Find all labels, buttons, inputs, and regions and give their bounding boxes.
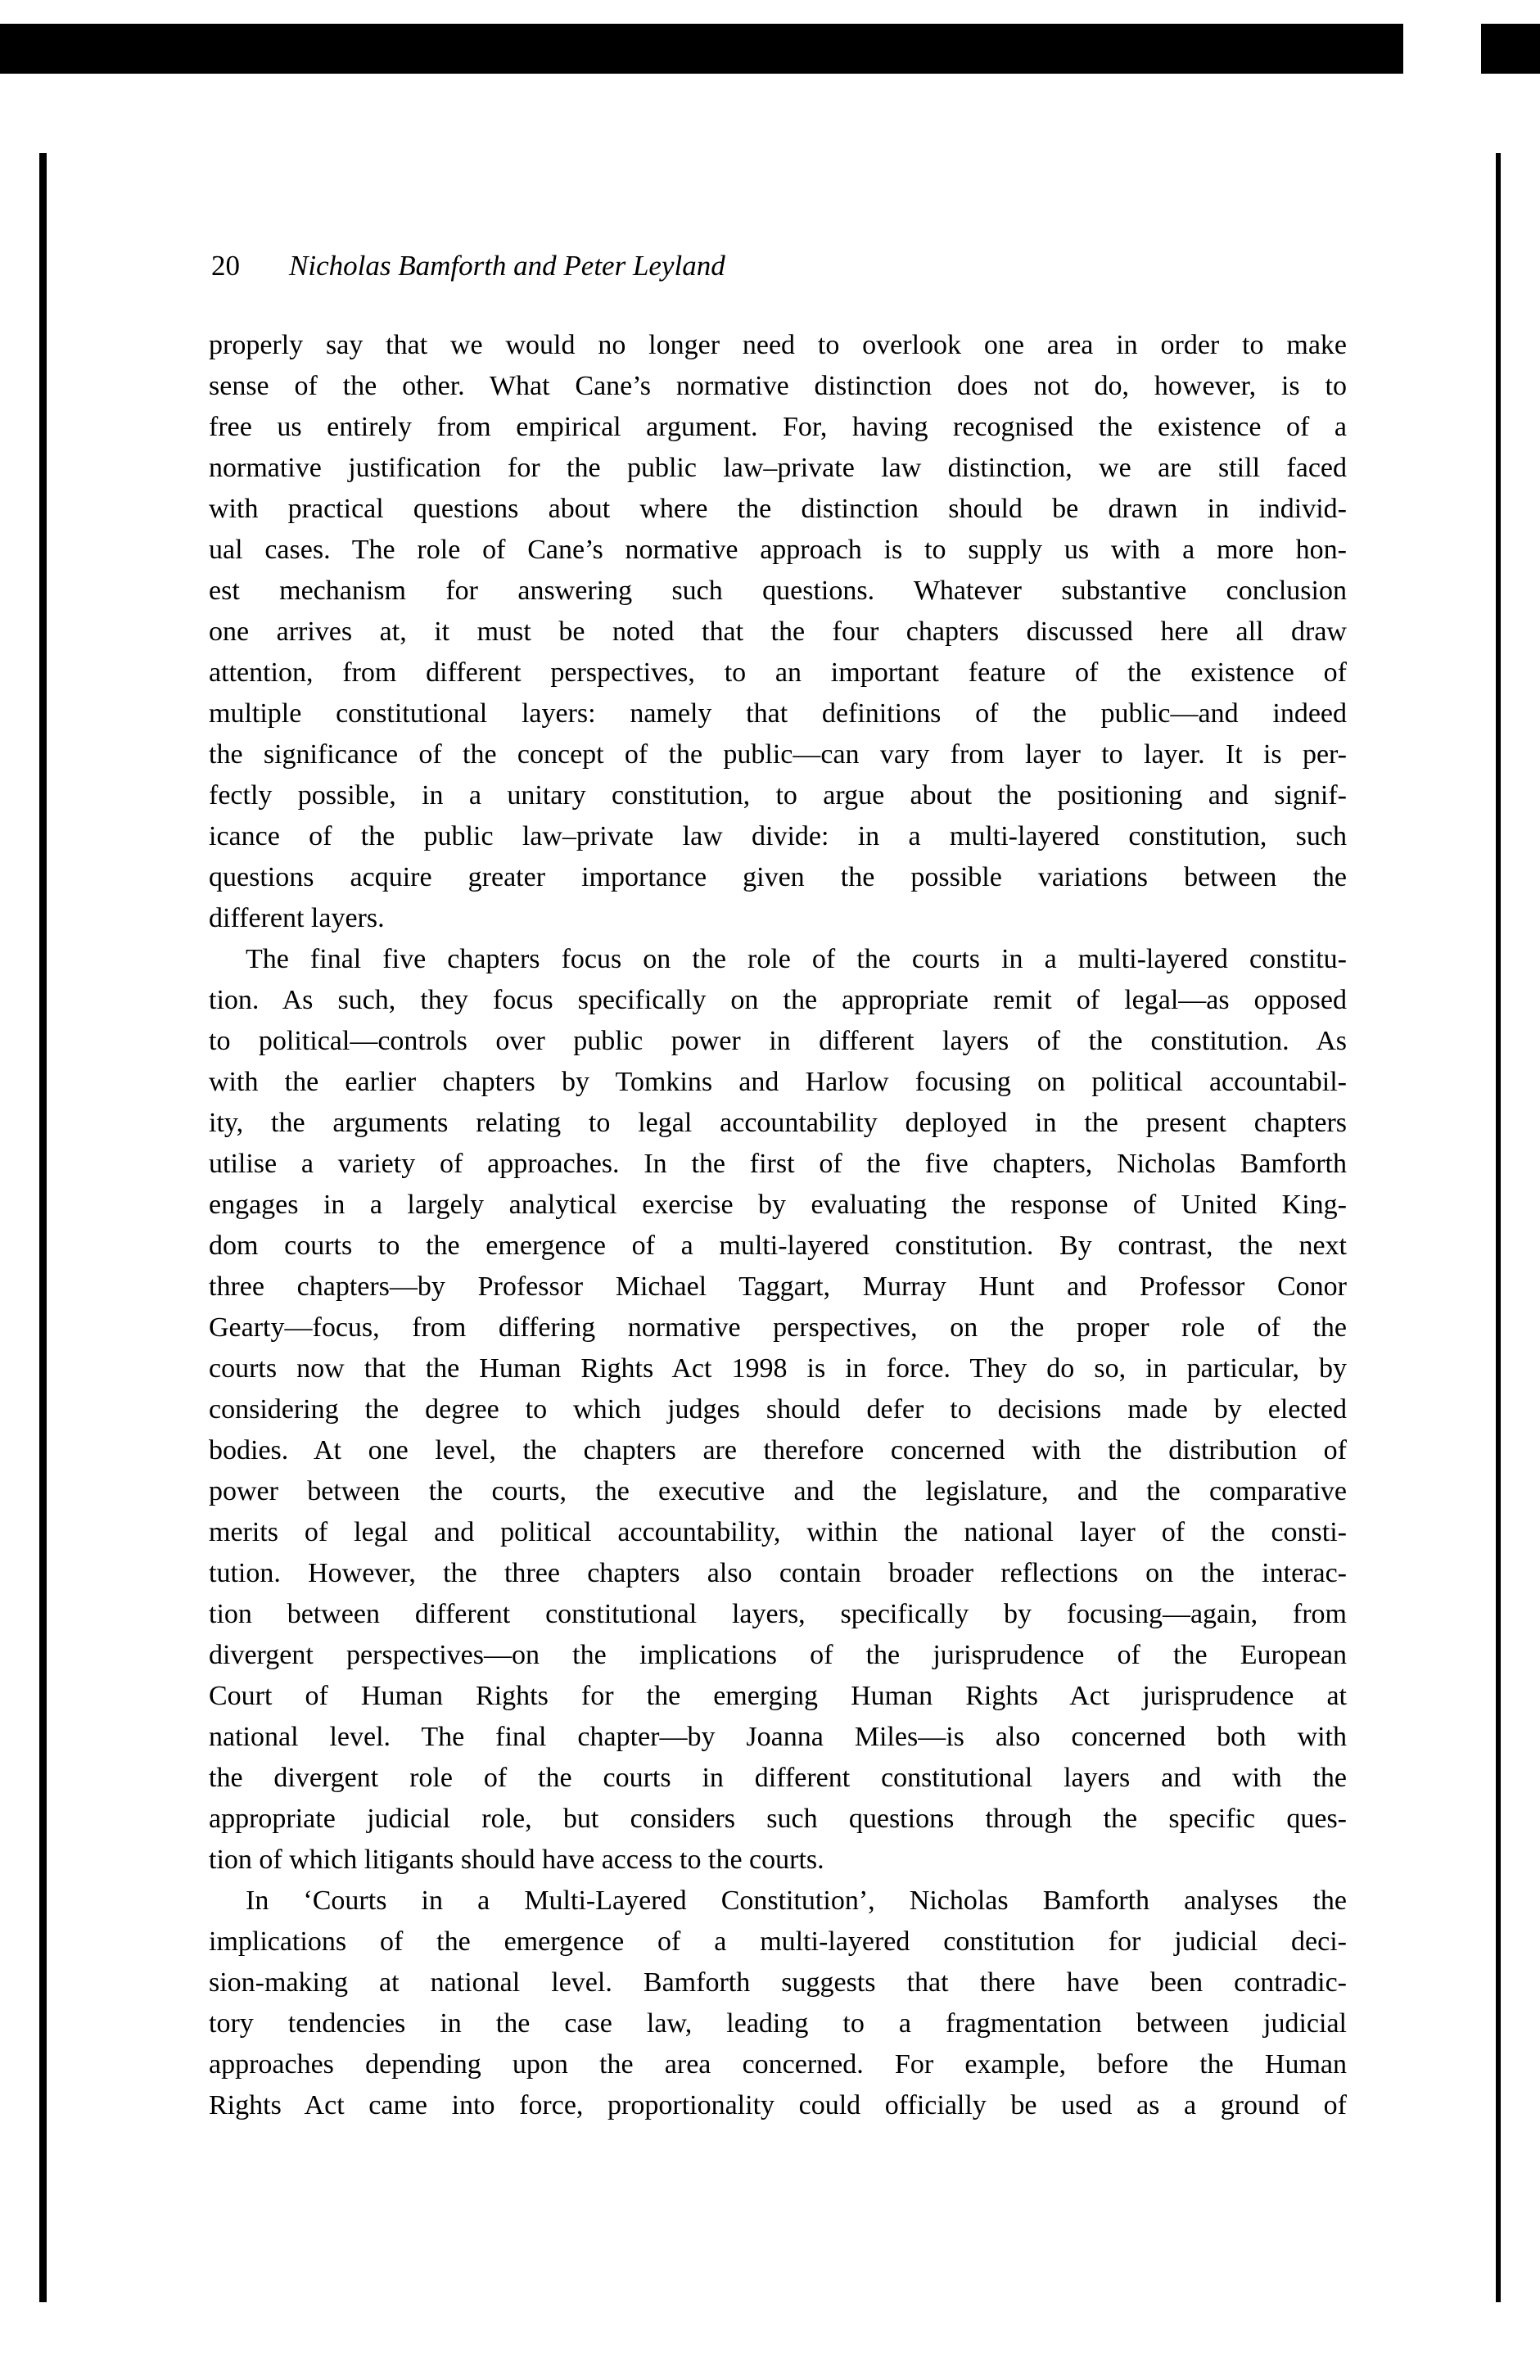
text-line: sense of the other. What Cane’s normative distinction does not do, however, is to xyxy=(209,371,1347,401)
text-line: questions acquire greater importance given the possible variations between the xyxy=(209,862,1347,892)
text-line: fectly possible, in a unitary constitution, to argue about the positioning and signif- xyxy=(209,780,1347,811)
text-line: national level. The final chapter—by Joanna Miles—is also concerned both with xyxy=(209,1722,1347,1752)
text-line: tion between different constitutional layers, specifically by focusing—again, from xyxy=(209,1599,1347,1629)
text-line: Rights Act came into force, proportionality could officially be used as a ground of xyxy=(209,2090,1347,2120)
text-line: one arrives at, it must be noted that the four chapters discussed here all draw xyxy=(209,616,1347,647)
running-header xyxy=(211,246,725,287)
text-line: engages in a largely analytical exercise by evaluating the response of United King- xyxy=(209,1190,1347,1220)
text-line: In ‘Courts in a Multi-Layered Constitution’, Nicholas Bamforth analyses the xyxy=(246,1885,1347,1916)
text-line: the divergent role of the courts in different constitutional layers and with the xyxy=(209,1763,1347,1793)
text-line: with practical questions about where the distinction should be drawn in individ- xyxy=(209,494,1347,524)
text-line: icance of the public law–private law divide: in a multi-layered constitution, such xyxy=(209,821,1347,851)
text-line: the significance of the concept of the public—can vary from layer to layer. It is per- xyxy=(209,739,1347,770)
text-line: different layers. xyxy=(209,903,385,933)
scan-artifact-top-bar-right xyxy=(1481,24,1540,74)
text-line: multiple constitutional layers: namely that definitions of the public—and indeed xyxy=(209,698,1347,729)
text-line: merits of legal and political accountability, within the national layer of the consti- xyxy=(209,1517,1347,1547)
paragraph xyxy=(209,325,1347,939)
text-line: tion. As such, they focus specifically on the appropriate remit of legal—as opposed xyxy=(209,985,1347,1015)
paragraph xyxy=(209,1881,1347,2126)
text-line: properly say that we would no longer need to overlook one area in order to make xyxy=(209,330,1347,360)
text-line: courts now that the Human Rights Act 1998 is in force. They do so, in particular, by xyxy=(209,1353,1347,1384)
paragraph xyxy=(209,939,1347,1881)
text-line: Gearty—focus, from differing normative perspectives, on the proper role of the xyxy=(209,1312,1347,1343)
text-line: with the earlier chapters by Tomkins and Harlow focusing on political accountabil- xyxy=(209,1067,1347,1097)
text-line: tution. However, the three chapters also contain broader reflections on the interac- xyxy=(209,1558,1347,1588)
text-line: power between the courts, the executive and the legislature, and the comparative xyxy=(209,1476,1347,1506)
text-line: appropriate judicial role, but considers such questions through the specific ques- xyxy=(209,1804,1347,1834)
text-line: three chapters—by Professor Michael Taggart, Murray Hunt and Professor Conor xyxy=(209,1271,1347,1302)
text-line: tion of which litigants should have access to the courts. xyxy=(209,1845,824,1875)
text-line: dom courts to the emergence of a multi-layered constitution. By contrast, the next xyxy=(209,1231,1347,1261)
text-line: normative justification for the public law–private law distinction, we are still faced xyxy=(209,453,1347,483)
page-edge-rule-left xyxy=(39,153,47,2302)
running-header-authors: Nicholas Bamforth and Peter Leyland xyxy=(289,250,725,282)
text-line: attention, from different perspectives, to an important feature of the existence of xyxy=(209,657,1347,688)
text-line: divergent perspectives—on the implications of the jurisprudence of the European xyxy=(209,1640,1347,1670)
text-line: bodies. At one level, the chapters are therefore concerned with the distribution of xyxy=(209,1435,1347,1465)
text-line: Court of Human Rights for the emerging Human Rights Act jurisprudence at xyxy=(209,1681,1347,1711)
text-line: free us entirely from empirical argument. For, having recognised the existence of a xyxy=(209,412,1347,442)
body-text xyxy=(209,325,1347,2126)
page-edge-rule-right xyxy=(1496,153,1501,2302)
text-line: tory tendencies in the case law, leading to a fragmentation between judicial xyxy=(209,2008,1347,2039)
text-line: ual cases. The role of Cane’s normative approach is to supply us with a more hon- xyxy=(209,535,1347,565)
text-line: est mechanism for answering such questions. Whatever substantive conclusion xyxy=(209,576,1347,606)
text-line: implications of the emergence of a multi-layered constitution for judicial deci- xyxy=(209,1926,1347,1957)
scan-artifact-top-bar xyxy=(0,24,1403,74)
text-line: utilise a variety of approaches. In the first of the five chapters, Nicholas Bamforth xyxy=(209,1149,1347,1179)
page-number: 20 xyxy=(211,250,240,282)
text-line: approaches depending upon the area concerned. For example, before the Human xyxy=(209,2049,1347,2080)
text-line: to political—controls over public power in different layers of the constitution. As xyxy=(209,1026,1347,1056)
text-line: ity, the arguments relating to legal accountability deployed in the present chapters xyxy=(209,1108,1347,1138)
text-line: considering the degree to which judges should defer to decisions made by elected xyxy=(209,1394,1347,1425)
text-line: The final five chapters focus on the role of the courts in a multi-layered constitu- xyxy=(246,944,1347,974)
text-line: sion-making at national level. Bamforth suggests that there have been contradic- xyxy=(209,1967,1347,1998)
